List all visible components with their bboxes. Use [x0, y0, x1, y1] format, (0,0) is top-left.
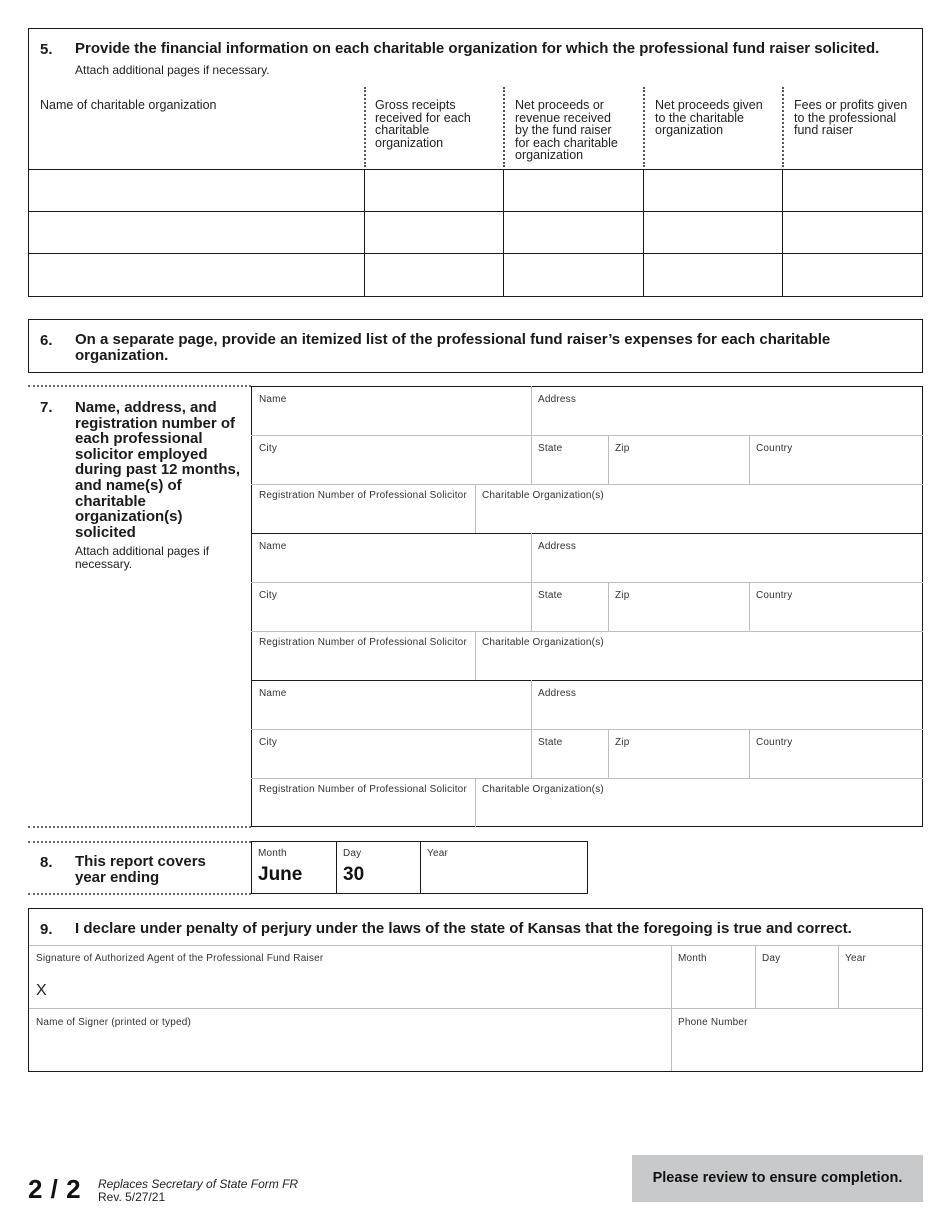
section-5-note: Attach additional pages if necessary.: [75, 63, 270, 77]
field-label: Name: [259, 541, 287, 552]
field-label: Registration Number of Professional Solicitor: [259, 490, 467, 501]
field-label: Day: [762, 953, 781, 964]
year-ending-month-field[interactable]: [252, 842, 336, 893]
solicitor-zip-field[interactable]: [609, 730, 749, 778]
cell-charity-name[interactable]: [28, 212, 364, 253]
field-label: Address: [538, 541, 577, 552]
field-label: Signature of Authorized Agent of the Professional Fund Raiser: [36, 953, 324, 964]
solicitor-state-field[interactable]: [532, 730, 608, 778]
cell-net-proceeds-received[interactable]: [504, 212, 643, 253]
section-8-dotted-bottom: [28, 893, 251, 895]
replaces-form-note: Replaces Secretary of State Form FR: [98, 1177, 299, 1191]
signer-name-field[interactable]: [29, 1009, 671, 1071]
section-6-title: On a separate page, provide an itemized list of the professional fund raiser’s expenses for each charitable organization.: [75, 331, 831, 364]
solicitor-city-field[interactable]: [251, 436, 531, 484]
day-value: 30: [343, 864, 365, 885]
section-8-number: 8.: [40, 854, 53, 871]
solicitor-entry: [251, 386, 923, 533]
signature-month-field[interactable]: [672, 946, 755, 1008]
section-5-title: Provide the financial information on each charitable organization for which the professional fund raiser solicited.: [75, 40, 880, 57]
field-label: Zip: [615, 443, 630, 454]
field-label: Year: [427, 848, 449, 859]
field-label: Address: [538, 394, 577, 405]
solicitor-entry: [251, 680, 923, 827]
field-label: Charitable Organization(s): [482, 784, 604, 795]
solicitor-address-field[interactable]: [532, 386, 923, 435]
field-label: Month: [258, 848, 287, 859]
column-header-net-proceeds-given: Net proceeds given to the charitable organization: [655, 98, 763, 137]
field-label: Name: [259, 688, 287, 699]
field-label: Registration Number of Professional Solicitor: [259, 784, 467, 795]
solicitor-state-field[interactable]: [532, 436, 608, 484]
solicitor-name-field[interactable]: [251, 680, 531, 729]
section-8-dotted-top: [28, 841, 251, 843]
cell-net-proceeds-received[interactable]: [504, 170, 643, 211]
signature-year-field[interactable]: [839, 946, 922, 1008]
field-label: Country: [756, 590, 793, 601]
year-ending-year-field[interactable]: [421, 842, 587, 893]
solicitor-country-field[interactable]: [750, 583, 923, 631]
review-completion-button[interactable]: Please review to ensure completion.: [632, 1155, 923, 1202]
solicitor-name-field[interactable]: [251, 386, 531, 435]
section-5-number: 5.: [40, 41, 53, 58]
field-label: Year: [845, 953, 867, 964]
solicitor-city-field[interactable]: [251, 583, 531, 631]
cell-fees-profits[interactable]: [783, 212, 923, 253]
page-number: 2 / 2: [28, 1174, 82, 1204]
solicitor-charity-field[interactable]: [476, 779, 923, 827]
solicitor-charity-field[interactable]: [476, 632, 923, 680]
solicitor-address-field[interactable]: [532, 680, 923, 729]
field-label: Zip: [615, 590, 630, 601]
column-divider: [503, 87, 505, 167]
solicitor-address-field[interactable]: [532, 533, 923, 582]
solicitor-country-field[interactable]: [750, 436, 923, 484]
field-label: State: [538, 443, 563, 454]
solicitor-zip-field[interactable]: [609, 583, 749, 631]
table-row: [28, 212, 923, 253]
cell-gross-receipts[interactable]: [365, 254, 503, 295]
solicitor-entry: [251, 533, 923, 680]
field-label: City: [259, 590, 278, 601]
column-header-fees-profits: Fees or profits given to the professional fund raiser: [794, 98, 908, 137]
revision-date: Rev. 5/27/21: [98, 1190, 166, 1204]
column-header-net-proceeds-received: Net proceeds or revenue received by the fund raiser for each charitable organization: [515, 98, 618, 162]
year-ending-day-field[interactable]: [337, 842, 420, 893]
column-header-gross-receipts: Gross receipts received for each charitable organization: [375, 98, 471, 150]
cell-charity-name[interactable]: [28, 254, 364, 295]
solicitor-city-field[interactable]: [251, 730, 531, 778]
field-label: Month: [678, 953, 707, 964]
table-row: [28, 170, 923, 211]
section-7-number: 7.: [40, 399, 53, 416]
field-label: Country: [756, 443, 793, 454]
field-label: Phone Number: [678, 1017, 748, 1028]
solicitor-registration-field[interactable]: [251, 485, 475, 533]
field-label: Charitable Organization(s): [482, 490, 604, 501]
field-label: Name: [259, 394, 287, 405]
field-label: Country: [756, 737, 793, 748]
section-7-dotted-bottom: [28, 826, 251, 828]
section-9-number: 9.: [40, 921, 53, 938]
cell-net-proceeds-given[interactable]: [644, 254, 782, 295]
section-7-note: Attach additional pages if necessary.: [75, 544, 210, 571]
column-divider: [643, 87, 645, 167]
phone-number-field[interactable]: [672, 1009, 922, 1071]
solicitor-country-field[interactable]: [750, 730, 923, 778]
solicitor-charity-field[interactable]: [476, 485, 923, 533]
solicitor-zip-field[interactable]: [609, 436, 749, 484]
section-6-number: 6.: [40, 332, 53, 349]
cell-net-proceeds-given[interactable]: [644, 212, 782, 253]
cell-gross-receipts[interactable]: [365, 212, 503, 253]
field-label: State: [538, 737, 563, 748]
section-9-title: I declare under penalty of perjury under the laws of the state of Kansas that the foregoing is true and correct.: [75, 920, 852, 937]
section-7-dotted-top: [28, 385, 251, 387]
field-label: State: [538, 590, 563, 601]
month-value: June: [258, 864, 303, 885]
table-row: [28, 254, 923, 295]
solicitor-registration-field[interactable]: [251, 779, 475, 827]
section-8-title: This report covers year ending: [75, 853, 206, 886]
field-label: Registration Number of Professional Solicitor: [259, 637, 467, 648]
cell-net-proceeds-given[interactable]: [644, 170, 782, 211]
signature-field[interactable]: [29, 946, 671, 1008]
cell-gross-receipts[interactable]: [365, 170, 503, 211]
cell-fees-profits[interactable]: [783, 254, 923, 295]
field-label: City: [259, 443, 278, 454]
solicitor-registration-field[interactable]: [251, 632, 475, 680]
field-label: Charitable Organization(s): [482, 637, 604, 648]
cell-charity-name[interactable]: [28, 170, 364, 211]
cell-net-proceeds-received[interactable]: [504, 254, 643, 295]
field-label: Day: [343, 848, 362, 859]
field-label: Name of Signer (printed or typed): [36, 1017, 192, 1028]
signature-day-field[interactable]: [756, 946, 838, 1008]
column-divider: [364, 87, 366, 167]
field-label: Address: [538, 688, 577, 699]
cell-fees-profits[interactable]: [783, 170, 923, 211]
signature-x-mark: X: [36, 982, 47, 999]
column-divider: [782, 87, 784, 167]
solicitor-state-field[interactable]: [532, 583, 608, 631]
section-7-title: Name, address, and registration number of each professional solicitor employed during past 12 months, and name(s) of charitable organization(s) solicited: [75, 399, 241, 541]
field-label: Zip: [615, 737, 630, 748]
solicitor-name-field[interactable]: [251, 533, 531, 582]
field-label: City: [259, 737, 278, 748]
column-header-charity-name: Name of charitable organization: [40, 98, 217, 112]
